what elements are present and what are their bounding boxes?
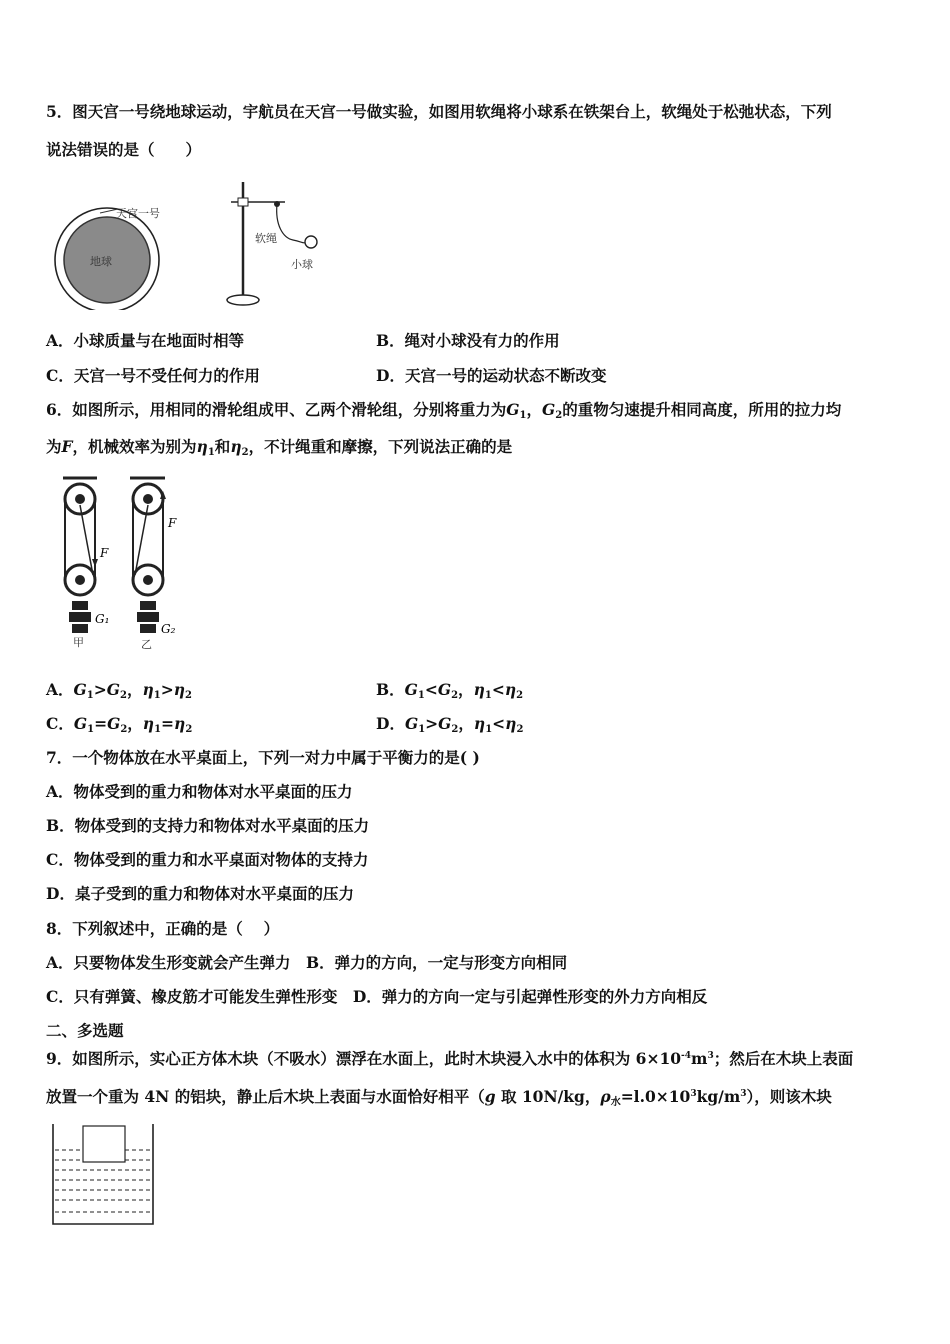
weight-jia	[72, 624, 88, 633]
q6-stem-line1: 6．如图所示，用相同的滑轮组成甲、乙两个滑轮组，分别将重力为$G_1$，$G_2$的重物匀速提升相同高度，所用的拉力均	[46, 400, 842, 421]
q5-option-d: D．天宫一号的运动状态不断改变	[376, 366, 607, 385]
label-yi: 乙	[141, 638, 152, 651]
force-label-jia: F	[100, 546, 109, 560]
weight-label-g1: G₁	[95, 612, 110, 626]
q5-stem-line1: 5．图天宫一号绕地球运动，宇航员在天宫一号做实验，如图用软绳将小球系在铁架台上，软绳处于松弛状态，下列	[46, 102, 832, 121]
force-label-yi: F	[168, 516, 177, 530]
q6-stem-line2: 为F，机械效率为别为$\eta_1$和$\eta_2$，不计绳重和摩擦，下列说法正确的是	[46, 437, 513, 458]
stand-base	[227, 295, 259, 305]
soft-rope	[277, 204, 307, 243]
stand-clamp	[238, 198, 248, 206]
q6-option-d: D．$G_1>G_2$，$\eta_1<\eta_2$	[376, 714, 524, 735]
pulley-system-yi	[130, 478, 177, 651]
q8-options-row1: A．只要物体发生形变就会产生弹力 B．弹力的方向，一定与形变方向相同	[46, 953, 568, 972]
q7-option-d: D．桌子受到的重力和物体对水平桌面的压力	[46, 884, 354, 903]
weight-yi	[140, 624, 156, 633]
ball-label: 小球	[291, 258, 313, 271]
q6-option-b: B．$G_1<G_2$，$\eta_1<\eta_2$	[376, 680, 524, 701]
q9-stem-line2: 放置一个重为 4N 的铝块，静止后木块上表面与水面恰好相平（g 取 10N/kg，$\rho_水=l.0\times 10^3kg/m^3$），则该木块	[46, 1087, 832, 1109]
earth-label: 地球	[90, 255, 112, 268]
q7-stem: 7．一个物体放在水平桌面上，下列一对力中属于平衡力的是( )	[46, 748, 480, 767]
q5-option-b: B．绳对小球没有力的作用	[376, 331, 560, 350]
pulley-system-jia	[63, 478, 109, 649]
q7-option-c: C．物体受到的重力和水平桌面对物体的支持力	[46, 850, 369, 869]
q6-option-a: A．$G_1>G_2$，$\eta_1>\eta_2$	[46, 680, 192, 701]
q9-stem-line1: 9．如图所示，实心正方体木块（不吸水）漂浮在水面上，此时木块浸入水中的体积为 $6\times 10^{-4}m^3$；然后在木块上表面	[46, 1049, 854, 1069]
q7-option-b: B．物体受到的支持力和物体对水平桌面的压力	[46, 816, 370, 835]
pulley-figure	[55, 475, 190, 655]
section-heading-multiple-choice: 二、多选题	[46, 1021, 124, 1040]
weight-label-g2: G₂	[161, 622, 176, 636]
tiangong-label: 天宫一号	[116, 207, 160, 220]
q8-stem: 8．下列叙述中，正确的是（ ）	[46, 919, 280, 938]
q6-option-c: C．$G_1=G_2$，$\eta_1=\eta_2$	[46, 714, 193, 735]
earth-orbit-figure	[50, 195, 180, 310]
q5-stem-line2: 说法错误的是（ ）	[46, 140, 202, 159]
wood-block	[83, 1126, 125, 1162]
water-container-figure	[50, 1122, 160, 1230]
q8-options-row2: C．只有弹簧、橡皮筋才可能发生弹性形变 D．弹力的方向一定与引起弹性形变的外力方向相反	[46, 987, 708, 1006]
iron-stand-figure	[225, 180, 335, 310]
small-ball	[305, 236, 317, 248]
q5-option-a: A．小球质量与在地面时相等	[46, 331, 245, 350]
rope-label: 软绳	[255, 232, 277, 245]
q7-option-a: A．物体受到的重力和物体对水平桌面的压力	[46, 782, 353, 801]
q5-option-c: C．天宫一号不受任何力的作用	[46, 366, 260, 385]
label-jia: 甲	[73, 636, 84, 649]
